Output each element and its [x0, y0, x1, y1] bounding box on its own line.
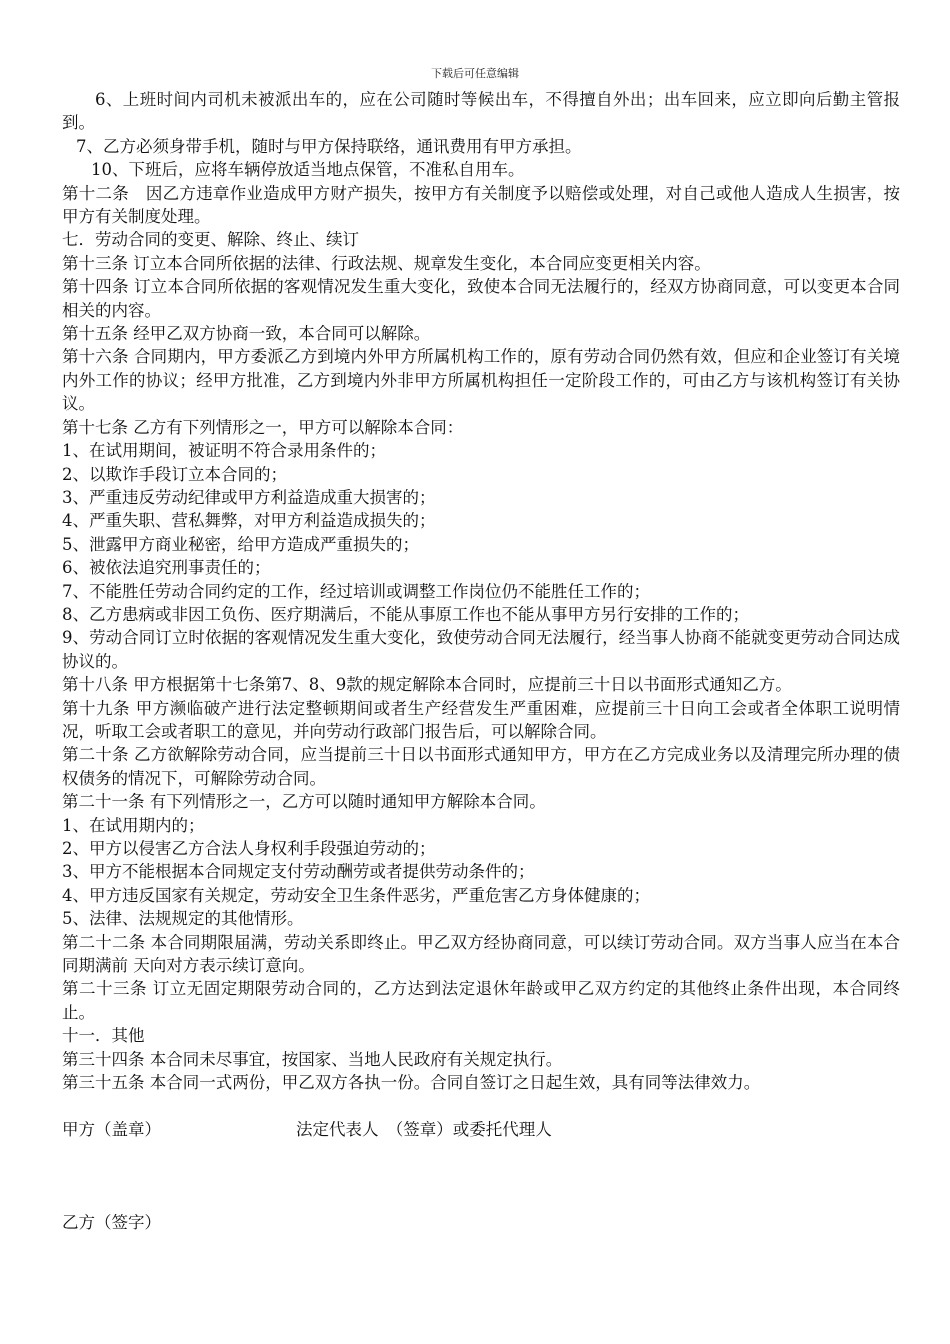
page-header-note: 下载后可任意编辑	[431, 67, 519, 80]
clause-mobile-phone: 7、乙方必须身带手机，随时与甲方保持联络，通讯费用有甲方承担。	[76, 136, 582, 156]
contract-body	[62, 88, 900, 1235]
list-item: 8、乙方患病或非因工负伤、医疗期满后，不能从事原工作也不能从事甲方另行安排的工作的；	[62, 604, 749, 624]
list-item: 1、在试用期间，被证明不符合录用条件的；	[62, 441, 386, 461]
signature-party-a: 甲方（盖章）	[62, 1119, 161, 1139]
signature-party-b: 乙方（签字）	[62, 1213, 161, 1233]
list-item: 4、甲方违反国家有关规定，劳动安全卫生条件恶劣，严重危害乙方身体健康的；	[62, 885, 650, 905]
section-heading-11: 十一．其他	[62, 1026, 145, 1046]
article-19: 第十九条 甲方濒临破产进行法定整顿期间或者生产经营发生严重困难，应提前三十日向工会或者全体职工说明情况，听取工会或者职工的意见，并向劳动行政部门报告后，可以解除合同。	[62, 698, 900, 741]
article-34: 第三十四条 本合同未尽事宜，按国家、当地人民政府有关规定执行。	[62, 1049, 563, 1069]
article-18: 第十八条 甲方根据第十七条第7、8、9款的规定解除本合同时，应提前三十日以书面形式通知乙方。	[62, 675, 792, 695]
list-item: 9、劳动合同订立时依据的客观情况发生重大变化，致使劳动合同无法履行，经当事人协商不能就变更劳动合同达成协议的。	[62, 628, 900, 671]
article-17: 第十七条 乙方有下列情形之一，甲方可以解除本合同：	[62, 417, 464, 437]
article-20: 第二十条 乙方欲解除劳动合同，应当提前三十日以书面形式通知甲方，甲方在乙方完成业务以及清理完所办理的债权债务的情况下，可解除劳动合同。	[62, 745, 900, 788]
signature-representative: 法定代表人 （签章）或委托代理人	[296, 1119, 552, 1139]
list-item: 5、法律、法规规定的其他情形。	[62, 909, 304, 929]
list-item: 6、被依法追究刑事责任的；	[62, 558, 271, 578]
list-item: 4、严重失职、营私舞弊，对甲方利益造成损失的；	[62, 511, 436, 531]
section-heading-7: 七．劳动合同的变更、解除、终止、续订	[62, 230, 359, 250]
list-item: 3、甲方不能根据本合同规定支付劳动酬劳或者提供劳动条件的；	[62, 862, 535, 882]
list-item: 3、严重违反劳动纪律或甲方利益造成重大损害的；	[62, 487, 436, 507]
clause-driver-standby: 6、上班时间内司机未被派出车的，应在公司随时等候出车，不得擅自外出；出车回来，应立即向后勤主管报到。	[62, 90, 900, 133]
spacer	[62, 1141, 900, 1211]
article-14: 第十四条 订立本合同所依据的客观情况发生重大变化，致使本合同无法履行的，经双方协商同意，可以变更本合同相关的内容。	[62, 277, 900, 320]
article-16: 第十六条 合同期内，甲方委派乙方到境内外甲方所属机构工作的，原有劳动合同仍然有效，但应和企业签订有关境内外工作的协议；经甲方批准，乙方到境内外非甲方所属机构担任一定阶段工作的，可由乙方与该机构签订有关协议。	[62, 347, 900, 414]
article-22: 第二十二条 本合同期限届满，劳动关系即终止。甲乙双方经协商同意，可以续订劳动合同。双方当事人应当在本合同期满前 天向对方表示续订意向。	[62, 932, 900, 976]
list-item: 5、泄露甲方商业秘密，给甲方造成严重损失的；	[62, 534, 419, 554]
signature-row	[62, 1118, 900, 1141]
article-12: 第十二条 因乙方违章作业造成甲方财产损失，按甲方有关制度予以赔偿或处理，对自己或他人造成人生损害，按甲方有关制度处理。	[62, 183, 900, 227]
article-13: 第十三条 订立本合同所依据的法律、行政法规、规章发生变化，本合同应变更相关内容。	[62, 253, 711, 273]
list-item: 2、以欺诈手段订立本合同的；	[62, 464, 287, 484]
clause-vehicle-parking: 10、下班后，应将车辆停放适当地点保管，不准私自用车。	[91, 160, 525, 180]
article-35: 第三十五条 本合同一式两份，甲乙双方各执一份。合同自签订之日起生效，具有同等法律效力。	[62, 1073, 761, 1093]
article-15: 第十五条 经甲乙双方协商一致，本合同可以解除。	[62, 324, 431, 344]
list-item: 1、在试用期内的；	[62, 815, 205, 835]
list-item: 2、甲方以侵害乙方合法人身权利手段强迫劳动的；	[62, 839, 436, 858]
list-item: 7、不能胜任劳动合同约定的工作，经过培训或调整工作岗位仍不能胜任工作的；	[62, 581, 650, 601]
article-21: 第二十一条 有下列情形之一，乙方可以随时通知甲方解除本合同。	[62, 792, 546, 812]
spacer	[62, 1094, 900, 1117]
article-23: 第二十三条 订立无固定期限劳动合同的，乙方达到法定退休年龄或甲乙双方约定的其他终止条件出现，本合同终止。	[62, 979, 900, 1022]
